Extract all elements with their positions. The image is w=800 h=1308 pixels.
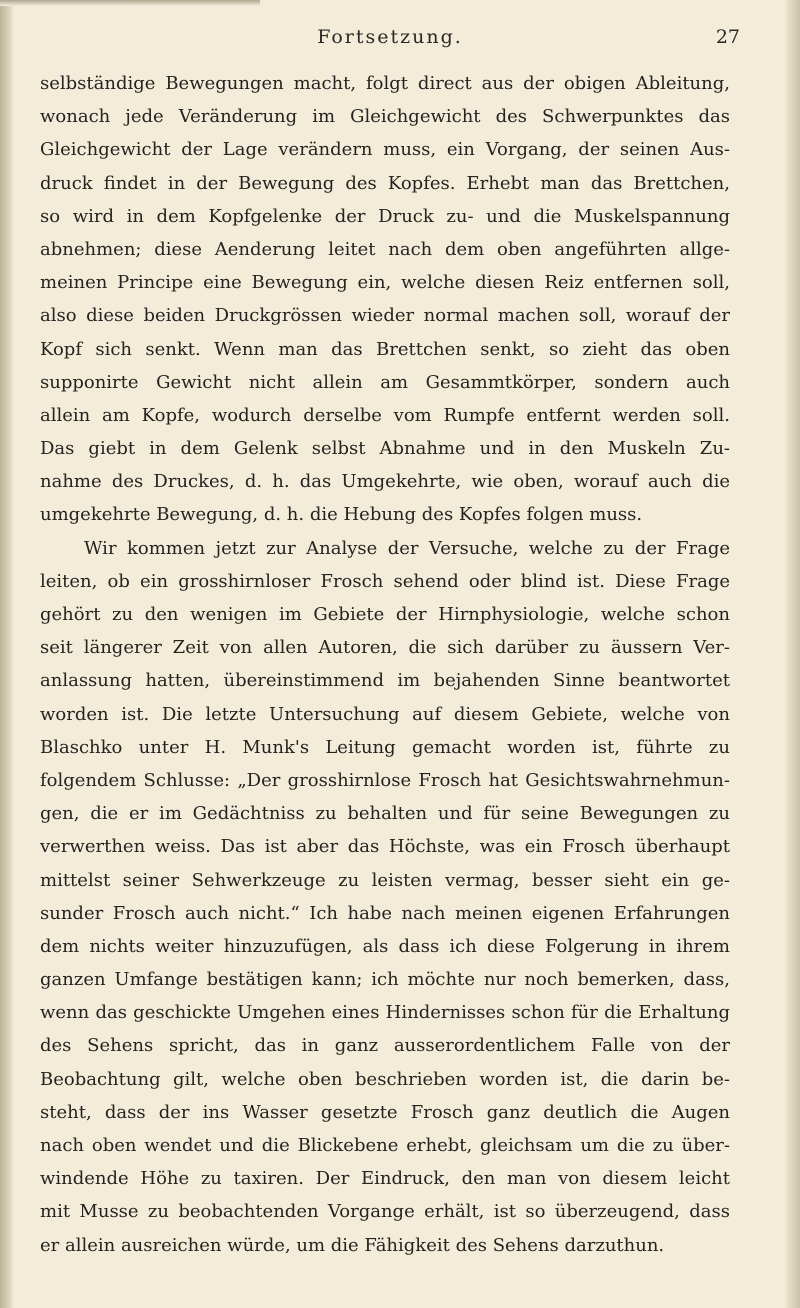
text-line: Beobachtung gilt, welche oben beschrieben worden ist, die darin be-: [40, 1068, 730, 1090]
text-line: also diese beiden Druckgrössen wieder normal machen soll, worauf der: [40, 305, 730, 327]
page-number: 27: [715, 26, 740, 48]
text-line: Blaschko unter H. Munk's Leitung gemacht worden ist, führte zu: [40, 736, 730, 758]
body-text: [40, 67, 730, 1262]
text-line: gehört zu den wenigen im Gebiete der Hirnphysiologie, welche schon: [40, 604, 730, 625]
page-edge-top: [0, 0, 260, 6]
text-line: druck findet in der Bewegung des Kopfes. Erhebt man das Brettchen,: [40, 172, 730, 194]
text-line: anlassung hatten, übereinstimmend im bejahenden Sinne beantwortet: [40, 670, 730, 692]
text-line: nahme des Druckes, d. h. das Umgekehrte, wie oben, worauf auch die: [40, 471, 730, 493]
text-line: windende Höhe zu taxiren. Der Eindruck, den man von diesem leicht: [40, 1168, 730, 1190]
text-line: dem nichts weiter hinzuzufügen, als dass ich diese Folgerung in ihrem: [40, 935, 730, 957]
text-line: leiten, ob ein grosshirnloser Frosch sehend oder blind ist. Diese Frage: [40, 570, 730, 592]
text-line: Gleichgewicht der Lage verändern muss, ein Vorgang, der seinen Aus-: [40, 139, 730, 161]
text-line: umgekehrte Bewegung, d. h. die Hebung des Kopfes folgen muss.: [40, 504, 643, 526]
text-line: so wird in dem Kopfgelenke der Druck zu- und die Muskelspannung: [40, 205, 730, 227]
running-title: Fortsetzung.: [317, 26, 463, 48]
page-header: [40, 22, 740, 52]
text-line: Das giebt in dem Gelenk selbst Abnahme und in den Muskeln Zu-: [40, 438, 730, 460]
text-line: mittelst seiner Sehwerkzeuge zu leisten vermag, besser sieht ein ge-: [40, 869, 730, 891]
paragraph-start-line: Wir kommen jetzt zur Analyse der Versuche, welche zu der Frage: [84, 537, 730, 559]
text-line: folgendem Schlusse: „Der grosshirnlose Frosch hat Gesichtswahrnehmun-: [40, 769, 730, 791]
text-line: des Sehens spricht, das in ganz ausserordentlichem Falle von der: [40, 1035, 730, 1057]
text-line: sunder Frosch auch nicht.“ Ich habe nach meinen eigenen Erfahrungen: [40, 902, 730, 924]
text-line: Kopf sich senkt. Wenn man das Brettchen senkt, so zieht das oben: [40, 338, 730, 360]
page-gutter-left: [0, 0, 14, 1308]
text-line: er allein ausreichen würde, um die Fähigkeit des Sehens darzuthun.: [40, 1234, 665, 1256]
text-line: selbständige Bewegungen macht, folgt direct aus der obigen Ableitung,: [40, 73, 730, 94]
text-line: ganzen Umfange bestätigen kann; ich möchte nur noch bemerken, dass,: [40, 969, 730, 991]
text-line: abnehmen; diese Aenderung leitet nach dem oben angeführten allge-: [40, 238, 730, 260]
text-line: allein am Kopfe, wodurch derselbe vom Rumpfe entfernt werden soll.: [40, 404, 730, 426]
text-line: supponirte Gewicht nicht allein am Gesammtkörper, sondern auch: [40, 371, 730, 393]
text-line: wonach jede Veränderung im Gleichgewicht des Schwerpunktes das: [40, 106, 730, 128]
text-line: wenn das geschickte Umgehen eines Hindernisses schon für die Erhaltung: [40, 1002, 730, 1024]
text-line: verwerthen weiss. Das ist aber das Höchste, was ein Frosch überhaupt: [40, 836, 730, 858]
text-line: mit Musse zu beobachtenden Vorgange erhält, ist so überzeugend, dass: [40, 1201, 730, 1223]
text-line: seit längerer Zeit von allen Autoren, die sich darüber zu äussern Ver-: [40, 637, 730, 659]
text-line: gen, die er im Gedächtniss zu behalten und für seine Bewegungen zu: [40, 803, 730, 825]
page-edge-right: [784, 0, 800, 1308]
text-line: worden ist. Die letzte Untersuchung auf diesem Gebiete, welche von: [40, 703, 730, 725]
text-line: steht, dass der ins Wasser gesetzte Frosch ganz deutlich die Augen: [40, 1101, 730, 1123]
text-line: nach oben wendet und die Blickebene erhebt, gleichsam um die zu über-: [40, 1135, 730, 1156]
text-line: meinen Principe eine Bewegung ein, welche diesen Reiz entfernen soll,: [40, 272, 730, 294]
